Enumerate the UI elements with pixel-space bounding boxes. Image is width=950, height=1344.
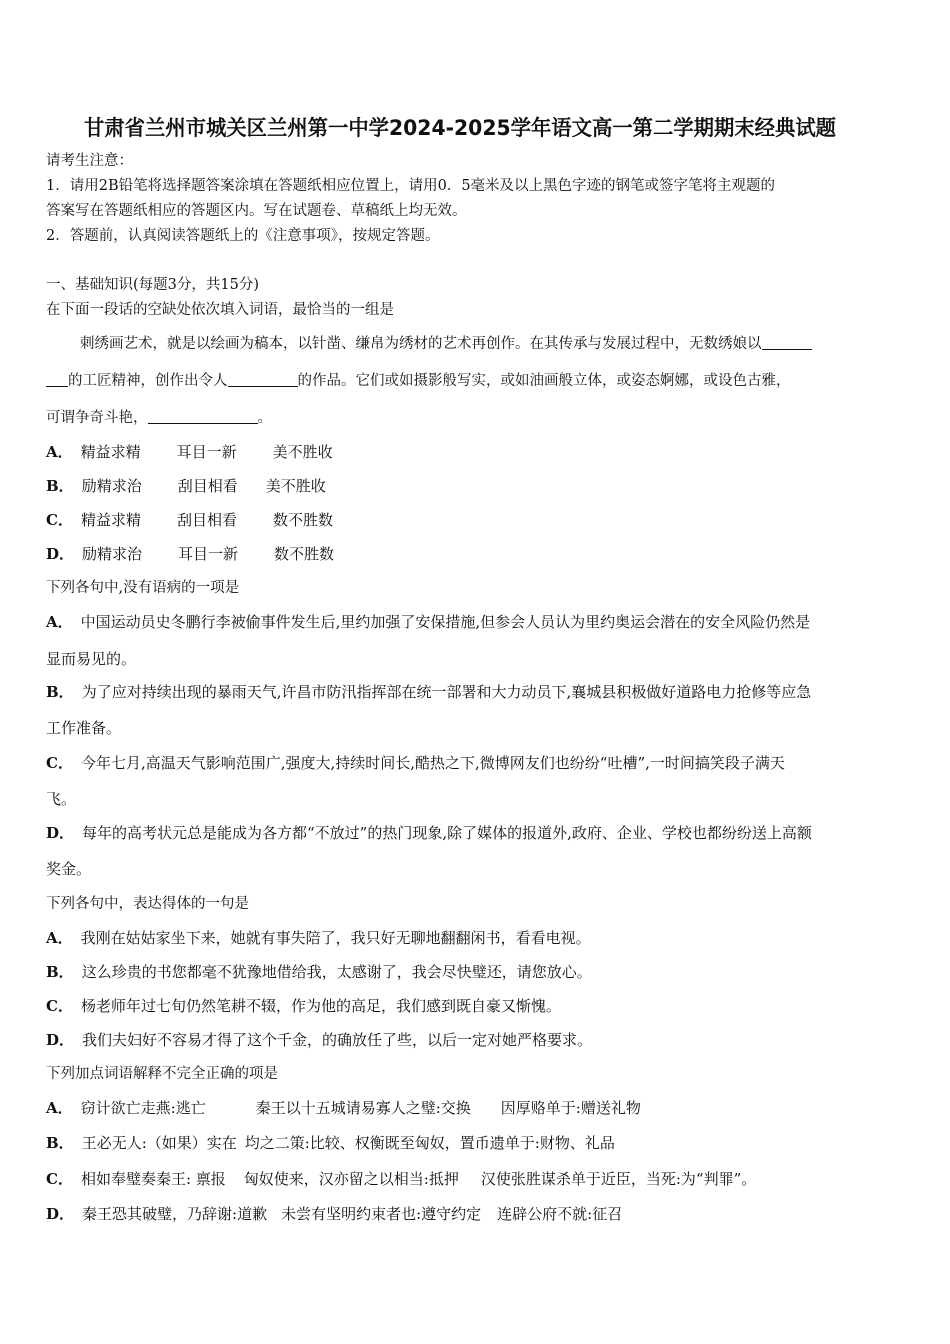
q1-passage-line-2 — [46, 371, 791, 391]
q1-option-b — [46, 476, 326, 496]
option-word: 耳目一新 — [178, 545, 239, 563]
answer-blank — [148, 409, 258, 424]
option-word: 刮目相看 — [177, 477, 238, 495]
option-text: 汉使张胜谋杀单于近臣，当死:为“判罪”。 — [480, 1170, 757, 1188]
q1-passage-line-3 — [46, 408, 272, 428]
option-text: 连辟公府不就:征召 — [497, 1205, 623, 1223]
q2-option-c — [46, 753, 785, 773]
q4-stem: 下列加点词语解释不完全正确的项是 — [46, 1066, 278, 1082]
option-label: C． — [46, 511, 73, 529]
option-text: 秦王恐其破璧，乃辞谢:道歉 — [82, 1205, 268, 1223]
answer-blank — [762, 335, 812, 350]
option-word: 精益求精 — [80, 443, 141, 461]
option-text: 均之二策:比较、权衡既至匈奴，置币遗单于:财物、礼品 — [244, 1134, 615, 1152]
option-label: A． — [46, 613, 73, 631]
option-label: D． — [46, 545, 75, 563]
q3-option-d — [46, 1030, 592, 1050]
option-text: 匈奴使来，汉亦留之以相当:抵押 — [243, 1170, 459, 1188]
option-text: 中国运动员史冬鹏行李被偷事件发生后,里约加强了安保措施,但参会人员认为里约奥运会潜在的安全风险仍然是 — [80, 613, 811, 631]
q4-option-b — [46, 1133, 615, 1153]
q1-stem: 在下面一段话的空缺处依次填入词语，最恰当的一组是 — [46, 302, 394, 318]
q2-stem: 下列各句中,没有语病的一项是 — [46, 580, 240, 596]
notice-item-1-cont: 答案写在答题纸相应的答题区内。写在试题卷、草稿纸上均无效。 — [46, 203, 467, 219]
q1-option-a — [46, 442, 333, 462]
option-text: 今年七月,高温天气影响范围广,强度大,持续时间长,酷热之下,微博网友们也纷纷“吐槽”,一时间搞笑段子满天 — [80, 754, 785, 772]
option-text: 这么珍贵的书您都毫不犹豫地借给我，太感谢了，我会尽快璧还，请您放心。 — [81, 963, 592, 981]
q3-option-b — [46, 962, 592, 982]
option-text: 为了应对持续出现的暴雨天气,许昌市防汛指挥部在统一部署和大力动员下,襄城县积极做好道路电力抢修等应急 — [81, 683, 812, 701]
option-label: D． — [46, 1205, 75, 1223]
option-text: 未尝有坚明约束者也:遵守约定 — [281, 1205, 482, 1223]
q3-option-a — [46, 928, 591, 948]
q1-passage-text: 的工匠精神，创作出令人 — [68, 373, 228, 389]
option-label: B． — [46, 963, 74, 981]
option-word: 数不胜数 — [272, 511, 333, 529]
option-text: 相如奉璧奏秦王: 禀报 — [80, 1170, 226, 1188]
q1-passage-text: 。 — [257, 410, 272, 426]
q1-option-c — [46, 510, 333, 530]
option-label: A． — [46, 929, 73, 947]
notice-heading: 请考生注意： — [46, 153, 133, 169]
option-word: 耳目一新 — [176, 443, 237, 461]
q2-option-d-cont: 奖金。 — [46, 860, 92, 878]
option-label: A． — [46, 1099, 73, 1117]
q3-stem: 下列各句中，表达得体的一句是 — [46, 896, 249, 912]
q2-option-b — [46, 682, 811, 702]
answer-blank — [228, 372, 298, 387]
option-label: D． — [46, 1031, 75, 1049]
notice-item-2: 2．答题前，认真阅读答题纸上的《注意事项》，按规定答题。 — [46, 228, 440, 244]
option-label: D． — [46, 824, 75, 842]
option-text: 我刚在姑姑家坐下来，她就有事失陪了，我只好无聊地翻翻闲书，看看电视。 — [80, 929, 591, 947]
q4-option-a — [46, 1098, 641, 1118]
option-word: 美不胜收 — [272, 443, 333, 461]
option-word: 数不胜数 — [274, 545, 335, 563]
option-label: A． — [46, 443, 73, 461]
option-text: 杨老师年过七旬仍然笔耕不辍，作为他的高足，我们感到既自豪又惭愧。 — [80, 997, 561, 1015]
page-title: 甘肃省兰州市城关区兰州第一中学2024-2025学年语文高一第二学期期末经典试题 — [83, 116, 837, 140]
option-label: C． — [46, 1170, 73, 1188]
q2-option-a-cont: 显而易见的。 — [46, 650, 137, 668]
notice-item-1: 1．请用2B铅笔将选择题答案涂填在答题纸相应位置上，请用0．5毫米及以上黑色字迹的钢笔或签字笔将主观题的 — [46, 178, 776, 194]
option-text: 因厚赂单于:赠送礼物 — [500, 1099, 641, 1117]
option-label: B． — [46, 1134, 74, 1152]
q2-option-a — [46, 612, 810, 632]
q3-option-c — [46, 996, 561, 1016]
option-word: 精益求精 — [80, 511, 141, 529]
option-word: 励精求治 — [82, 545, 143, 563]
option-label: C． — [46, 997, 73, 1015]
q1-passage-text: 可谓争奇斗艳， — [46, 410, 148, 426]
q1-option-d — [46, 544, 334, 564]
option-label: B． — [46, 477, 74, 495]
q2-option-d — [46, 823, 812, 843]
option-label: C． — [46, 754, 73, 772]
answer-blank — [46, 372, 68, 387]
q1-passage-text: 的作品。它们或如摄影般写实，或如油画般立体，或姿态婀娜，或设色古雅， — [297, 373, 791, 389]
q2-option-b-cont: 工作准备。 — [46, 719, 122, 737]
q1-passage-line-1 — [80, 334, 812, 354]
option-text: 秦王以十五城请易寡人之璧:交换 — [255, 1099, 471, 1117]
option-word: 刮目相看 — [176, 511, 237, 529]
q1-passage-text: 刺绣画艺术，就是以绘画为稿本，以针凿、缣帛为绣材的艺术再创作。在其传承与发展过程中，无数绣娘以 — [80, 336, 762, 352]
option-word: 美不胜收 — [265, 477, 326, 495]
q4-option-d — [46, 1204, 622, 1224]
option-text: 每年的高考状元总是能成为各方都“不放过”的热门现象,除了媒体的报道外,政府、企业、学校也都纷纷送上高额 — [82, 824, 812, 842]
q4-option-c — [46, 1169, 756, 1189]
option-text: 我们夫妇好不容易才得了这个千金，的确放任了些，以后一定对她严格要求。 — [82, 1031, 593, 1049]
option-word: 励精求治 — [81, 477, 142, 495]
option-text: 窃计欲亡走燕:逃亡 — [80, 1099, 206, 1117]
q2-option-c-cont: 飞。 — [46, 790, 77, 808]
section-heading: 一、基础知识(每题3分，共15分) — [46, 277, 259, 293]
option-label: B． — [46, 683, 74, 701]
option-text: 王必无人:（如果）实在 — [81, 1134, 237, 1152]
